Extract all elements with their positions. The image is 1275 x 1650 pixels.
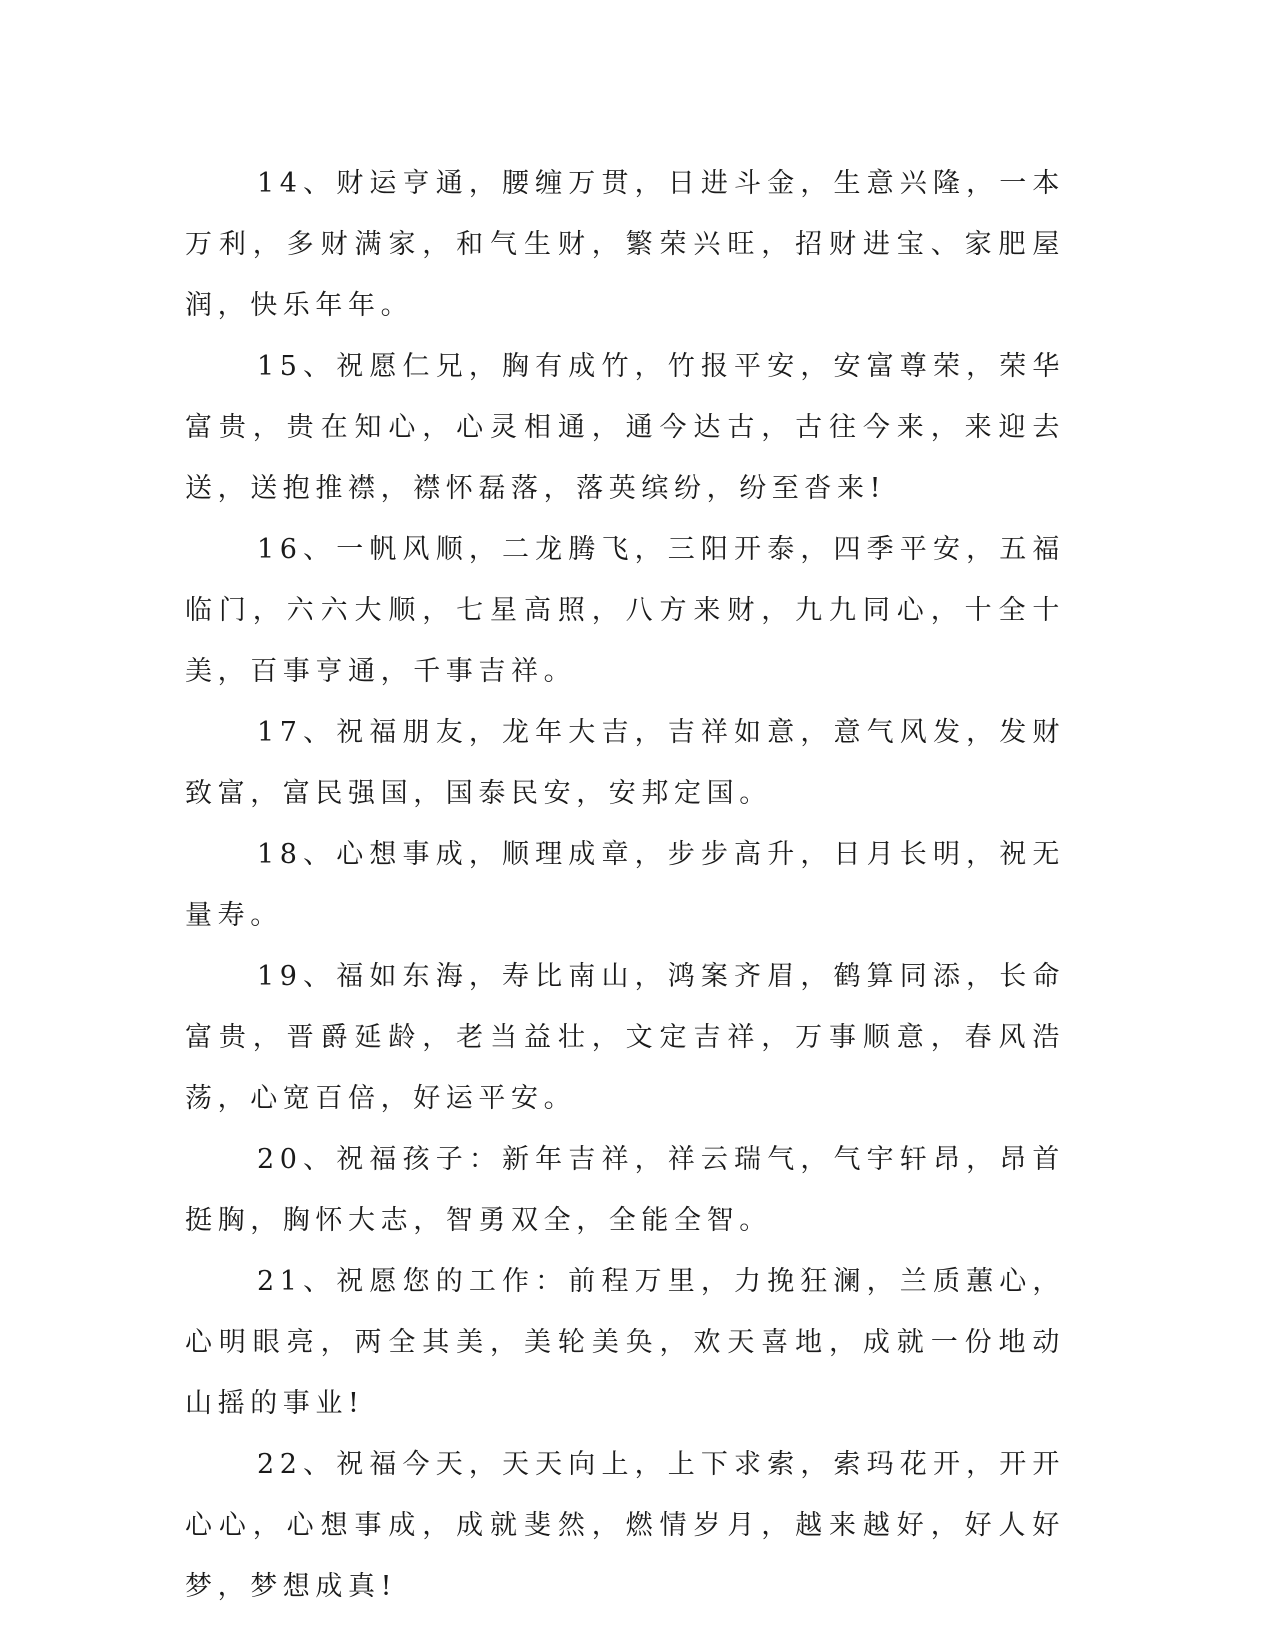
paragraph-17: 17、祝福朋友，龙年大吉，吉祥如意，意气风发，发财致富，富民强国，国泰民安，安邦定国。: [185, 717, 1065, 809]
paragraph-16: 16、一帆风顺，二龙腾飞，三阳开泰，四季平安，五福临门，六六大顺，七星高照，八方来财，九九同心，十全十美，百事亨通，千事吉祥。: [185, 534, 1065, 687]
paragraph-19: 19、福如东海，寿比南山，鸿案齐眉，鹤算同添，长命富贵，晋爵延龄，老当益壮，文定吉祥，万事顺意，春风浩荡，心宽百倍，好运平安。: [185, 961, 1065, 1114]
paragraph-21: 21、祝愿您的工作：前程万里，力挽狂澜，兰质蕙心，心明眼亮，两全其美，美轮美奂，欢天喜地，成就一份地动山摇的事业!: [185, 1266, 1065, 1419]
paragraph-20: 20、祝福孩子：新年吉祥，祥云瑞气，气宇轩昂，昂首挺胸，胸怀大志，智勇双全，全能全智。: [185, 1144, 1065, 1236]
paragraph-14: 14、财运亨通，腰缠万贯，日进斗金，生意兴隆，一本万利，多财满家，和气生财，繁荣兴旺，招财进宝、家肥屋润，快乐年年。: [185, 168, 1065, 321]
paragraph-15: 15、祝愿仁兄，胸有成竹，竹报平安，安富尊荣，荣华富贵，贵在知心，心灵相通，通今达古，古往今来，来迎去送，送抱推襟，襟怀磊落，落英缤纷，纷至沓来!: [185, 351, 1065, 504]
document-body: [185, 153, 1065, 1617]
paragraph-18: 18、心想事成，顺理成章，步步高升，日月长明，祝无量寿。: [185, 839, 1065, 931]
paragraph-22: 22、祝福今天，天天向上，上下求索，索玛花开，开开心心，心想事成，成就斐然，燃情岁月，越来越好，好人好梦，梦想成真!: [185, 1449, 1065, 1602]
